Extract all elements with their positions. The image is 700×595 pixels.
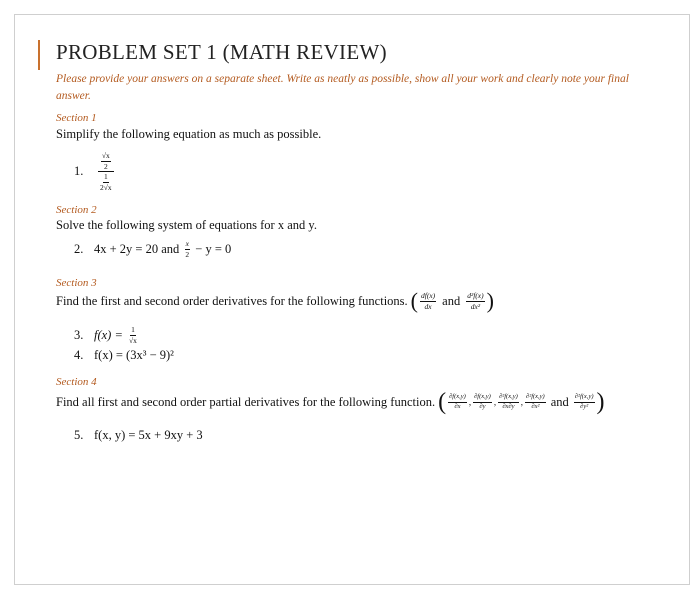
- problem-4-expression: f(x) = (3x³ − 9)²: [94, 348, 174, 362]
- section-2-instruction: Solve the following system of equations for x and y.: [56, 218, 317, 232]
- section-2-label: Section 2: [56, 204, 97, 216]
- problem-2-fraction: $\frac{x}{2}$: [185, 239, 190, 259]
- problem-5: [74, 428, 203, 443]
- problem-4-number: 4.: [74, 348, 84, 362]
- section-1-label: Section 1: [56, 112, 97, 124]
- problem-4: [74, 348, 174, 363]
- and-text-2: and: [550, 394, 569, 409]
- problem-2-equation-part2: − y = 0: [192, 241, 232, 256]
- and-text: and: [442, 293, 461, 308]
- problem-1-number: 1.: [74, 164, 84, 178]
- second-derivative-notation: $\frac{\text{d²f(x)}}{\text{dx²}}$: [467, 291, 484, 311]
- partial-fyy: $\frac{\text{∂²f(x,y)}}{\text{∂y²}}$: [574, 393, 594, 410]
- problem-1: [74, 152, 118, 191]
- problem-2-number: 2.: [74, 241, 84, 256]
- partial-fxy: $\frac{\text{∂²f(x,y)}}{\partial x\partial y}$: [499, 393, 518, 410]
- instructions: Please provide your answers on a separate sheet. Write as neatly as possible, show all your work and clearly note your final answer.: [56, 73, 629, 102]
- title-accent-bar: [38, 40, 40, 70]
- problem-1-bot-den: 2√x: [100, 182, 112, 192]
- problem-5-expression: f(x, y) = 5x + 9xy + 3: [94, 428, 203, 442]
- problem-1-compound-fraction: [96, 152, 116, 191]
- section-4-instruction: Find all first and second order partial derivatives for the following function.: [56, 394, 436, 409]
- problem-3-number: 3.: [74, 327, 84, 342]
- problem-1-top-num: √x: [101, 151, 110, 160]
- page-title: PROBLEM SET 1 (MATH REVIEW): [56, 40, 387, 64]
- problem-3: [74, 326, 140, 344]
- problem-5-number: 5.: [74, 428, 84, 442]
- problem-3-lhs: f(x) =: [94, 327, 127, 342]
- section-1-instruction: Simplify the following equation as much as possible.: [56, 127, 322, 141]
- problem-2-equation-part1: 4x + 2y = 20 and: [94, 241, 183, 256]
- problem-1-top-den: 2: [103, 161, 108, 171]
- section-3-label: Section 3: [56, 277, 97, 289]
- problem-1-bot-num: 1: [103, 172, 108, 181]
- problem-2: [74, 240, 231, 258]
- section-3-instruction-row: Find the first and second order derivatives for the following functions. ( $\frac{df(x)}{dx}$ and $\frac{\text{d²f(x)}}{\text{dx²}}$ ): [56, 288, 494, 313]
- section-4-label: Section 4: [56, 376, 97, 388]
- section-3-instruction: Find the first and second order derivatives for the following functions.: [56, 293, 408, 308]
- section-4-instruction-row: Find all first and second order partial derivatives for the following function. ( $\frac{\partial f(x,y)}{\partial x}$ , $\frac{\partial f(x,y)}{\partial y}$ , $\frac{\text{∂²f(x,y)}}{\partial x\partial y}$ , $\frac{\text{∂²f(x,y)}}{\text{∂x²}}$ and $\frac{\text{∂²f(x,y)}}{\text{∂y²}}$ ): [56, 389, 605, 415]
- partial-fx: $\frac{\partial f(x,y)}{\partial x}$: [449, 393, 466, 410]
- problem-3-fraction: $\frac{1}{√x}$: [129, 325, 137, 345]
- first-derivative-notation: $\frac{df(x)}{dx}$: [420, 291, 436, 311]
- partial-fxx: $\frac{\text{∂²f(x,y)}}{\text{∂x²}}$: [526, 393, 545, 410]
- partial-fy: $\frac{\partial f(x,y)}{\partial y}$: [474, 393, 491, 410]
